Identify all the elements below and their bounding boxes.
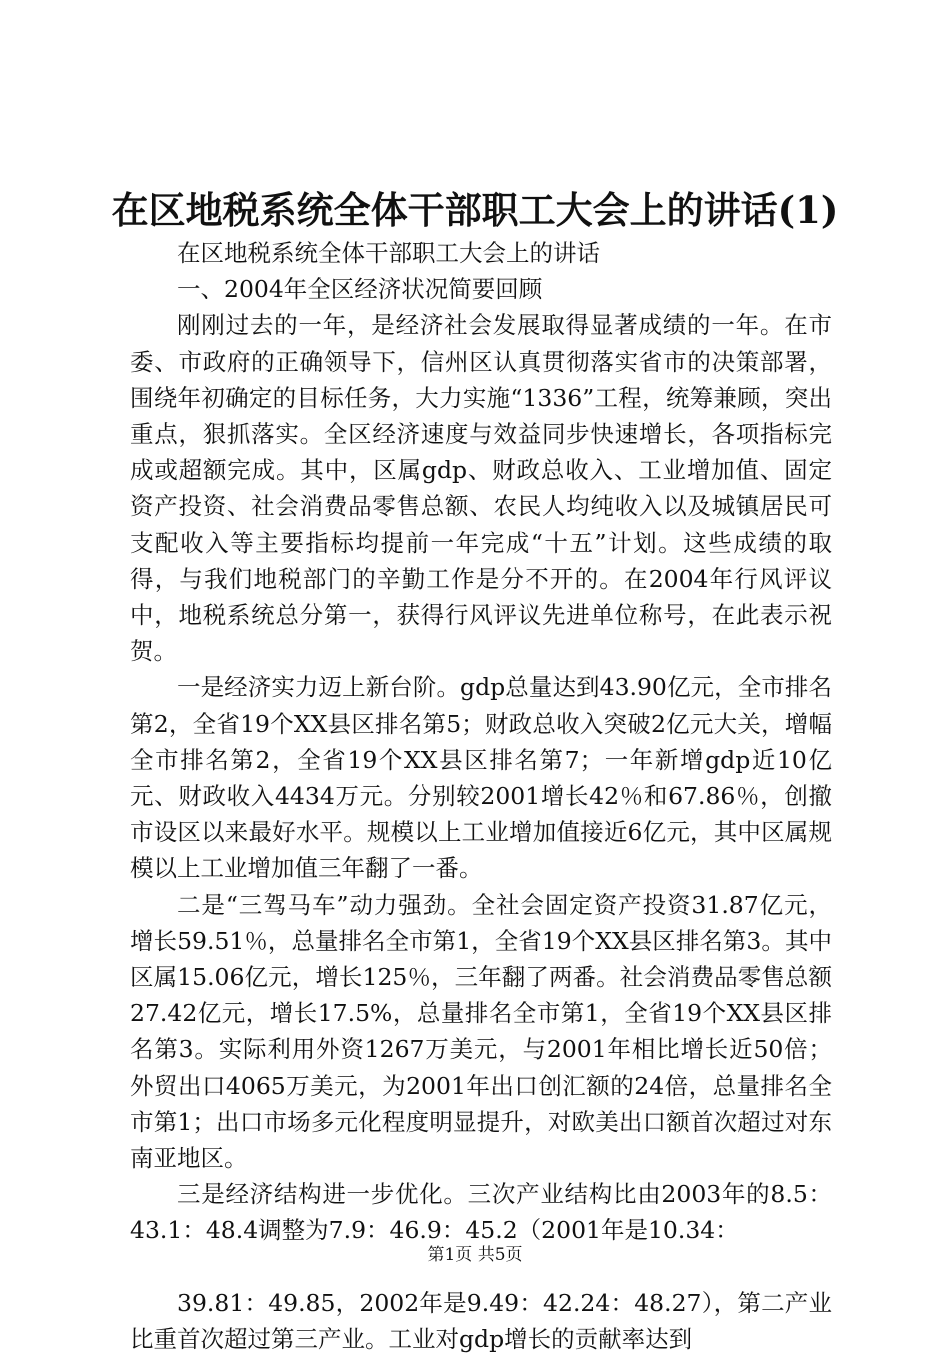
document-title: 在区地税系统全体干部职工大会上的讲话(1): [111, 188, 839, 232]
paragraph-structure-continued: 39.81：49.85，2002年是9.49：42.24：48.27），第二产业比重首次超过第三产业。工业对gdp增长的贡献率达到: [130, 1288, 832, 1353]
document-body: [130, 235, 832, 1357]
page-number-footer: 第1页 共5页: [427, 1245, 523, 1265]
paragraph-economic-strength: 一是经济实力迈上新台阶。gdp总量达到43.90亿元，全市排名第2，全省19个XX县区排名第5；财政总收入突破2亿元大关，增幅全市排名第2，全省19个XX县区排名第7；一年新增gdp近10亿元、财政收入4434万元。分别较2001增长42％和67.86％，创撤市设区以来最好水平。规模以上工业增加值接近6亿元，其中区属规模以上工业增加值三年翻了一番。: [130, 673, 832, 883]
paragraph-section-heading: 一、2004年全区经济状况简要回顾: [177, 275, 543, 304]
paragraph-three-engines: 二是“三驾马车”动力强劲。全社会固定资产投资31.87亿元，增长59.51％，总量排名全市第1，全省19个XX县区排名第3。其中区属15.06亿元，增长125％，三年翻了两番。社会消费品零售总额27.42亿元，增长17.5%，总量排名全市第1，全省19个XX县区排名第3。实际利用外资1267万美元，与2001年相比增长近50倍；外贸出口4065万美元，为2001年出口创汇额的24倍，总量排名全市第1；出口市场多元化程度明显提升，对欧美出口额首次超过对东南亚地区。: [130, 890, 832, 1173]
paragraph-speech-heading: 在区地税系统全体干部职工大会上的讲话: [177, 239, 600, 267]
paragraph-overview: 刚刚过去的一年，是经济社会发展取得显著成绩的一年。在市委、市政府的正确领导下，信州区认真贯彻落实省市的决策部署，围绕年初确定的目标任务，大力实施“1336”工程，统筹兼顾，突出重点，狠抓落实。全区经济速度与效益同步快速增长，各项指标完成或超额完成。其中，区属gdp、财政总收入、工业增加值、固定资产投资、社会消费品零售总额、农民人均纯收入以及城镇居民可支配收入等主要指标均提前一年完成“十五”计划。这些成绩的取得，与我们地税部门的辛勤工作是分不开的。在2004年行风评议中，地税系统总分第一，获得行风评议先进单位称号，在此表示祝贺。: [130, 311, 832, 666]
paragraph-structure: 三是经济结构进一步优化。三次产业结构比由2003年的8.5：43.1：48.4调整为7.9：46.9：45.2（2001年是10.34：: [130, 1180, 832, 1245]
